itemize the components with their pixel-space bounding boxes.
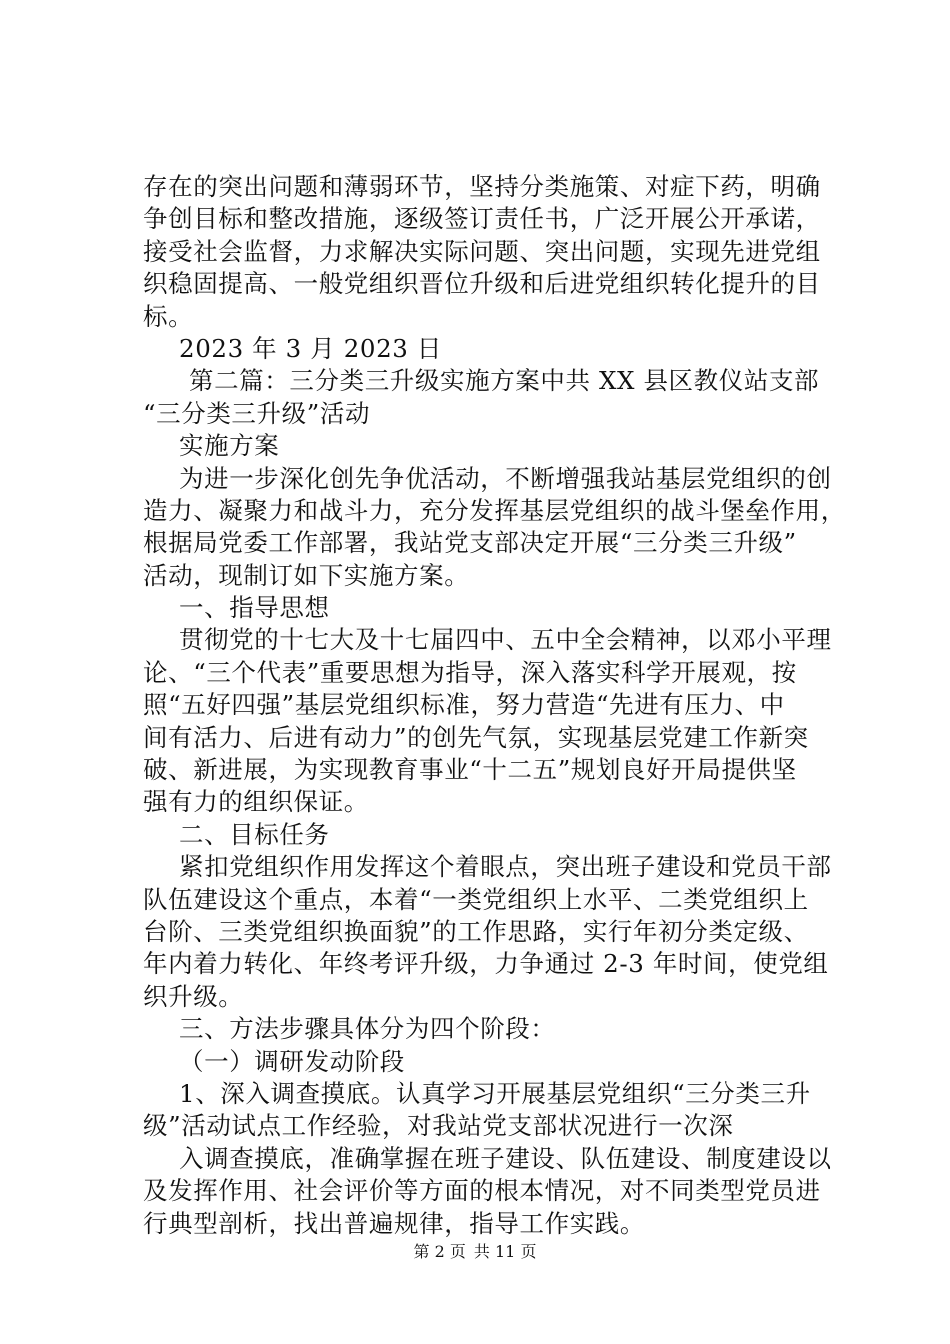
- body-line: 根据局党委工作部署，我站党支部决定开展“三分类三升级”: [143, 528, 797, 558]
- section-title-cont: “三分类三升级”活动: [143, 398, 371, 428]
- body-line: 照“五好四强”基层党组织标准，努力营造“先进有压力、中: [143, 690, 785, 720]
- body-line: 标。: [143, 301, 194, 331]
- body-line: 织稳固提高、一般党组织晋位升级和后进党组织转化提升的目: [143, 269, 821, 299]
- body-line: 及发挥作用、社会评价等方面的根本情况，对不同类型党员进: [143, 1176, 821, 1206]
- body-line: 存在的突出问题和薄弱环节，坚持分类施策、对症下药，明确: [143, 172, 821, 201]
- heading-line: 二、目标任务: [179, 819, 330, 849]
- body-line: 破、新进展，为实现教育事业“十二五”规划良好开局提供坚: [143, 755, 797, 785]
- body-line: 年内着力转化、年终考评升级，力争通过 2-3 年时间，使党组: [143, 949, 829, 979]
- body-line: 活动，现制订如下实施方案。: [143, 560, 470, 590]
- body-line: 论、“三个代表”重要思想为指导，深入落实科学开展观，按: [143, 657, 797, 687]
- body-line: 强有力的组织保证。: [143, 787, 369, 817]
- body-line: 队伍建设这个重点，本着“一类党组织上水平、二类党组织上: [143, 884, 809, 914]
- heading-line: 一、指导思想: [179, 593, 330, 623]
- page-total: 共 11 页: [473, 1242, 537, 1261]
- body-line: 间有活力、后进有动力”的创先气氛，实现基层党建工作新突: [143, 722, 809, 752]
- body-line: 为进一步深化创先争优活动，不断增强我站基层党组织的创: [179, 463, 832, 493]
- body-line: 贯彻党的十七大及十七届四中、五中全会精神，以邓小平理: [179, 625, 832, 655]
- heading-line: 实施方案: [179, 431, 280, 461]
- body-line: 行典型剖析，找出普遍规律，指导工作实践。: [143, 1208, 645, 1238]
- body-line: 级”活动试点工作经验，对我站党支部状况进行一次深: [143, 1111, 734, 1141]
- page-footer: [0, 1240, 950, 1264]
- heading-line: 三、方法步骤具体分为四个阶段：: [179, 1014, 556, 1044]
- body-line: 台阶、三类党组织换面貌”的工作思路，实行年初分类定级、: [143, 916, 809, 946]
- document-body: [143, 171, 846, 1240]
- body-line: 造力、凝聚力和战斗力，充分发挥基层党组织的战斗堡垒作用，: [143, 495, 846, 525]
- body-line: 织升级。: [143, 981, 244, 1011]
- date-line: 2023 年 3 月 2023 日: [179, 333, 442, 363]
- heading-line: （一）调研发动阶段: [179, 1046, 405, 1076]
- body-line: 紧扣党组织作用发挥这个着眼点，突出班子建设和党员干部: [179, 852, 832, 882]
- body-line: 接受社会监督，力求解决实际问题、突出问题，实现先进党组: [143, 236, 821, 266]
- body-line: 1、深入调查摸底。认真学习开展基层党组织“三分类三升: [179, 1078, 811, 1108]
- body-line: 入调查摸底，准确掌握在班子建设、队伍建设、制度建设以: [179, 1143, 832, 1173]
- section-title: 第二篇：三分类三升级实施方案中共 XX 县区教仪站支部: [189, 366, 820, 396]
- body-line: 争创目标和整改措施，逐级签订责任书，广泛开展公开承诺，: [143, 204, 821, 234]
- page-number: 第 2 页: [413, 1242, 466, 1261]
